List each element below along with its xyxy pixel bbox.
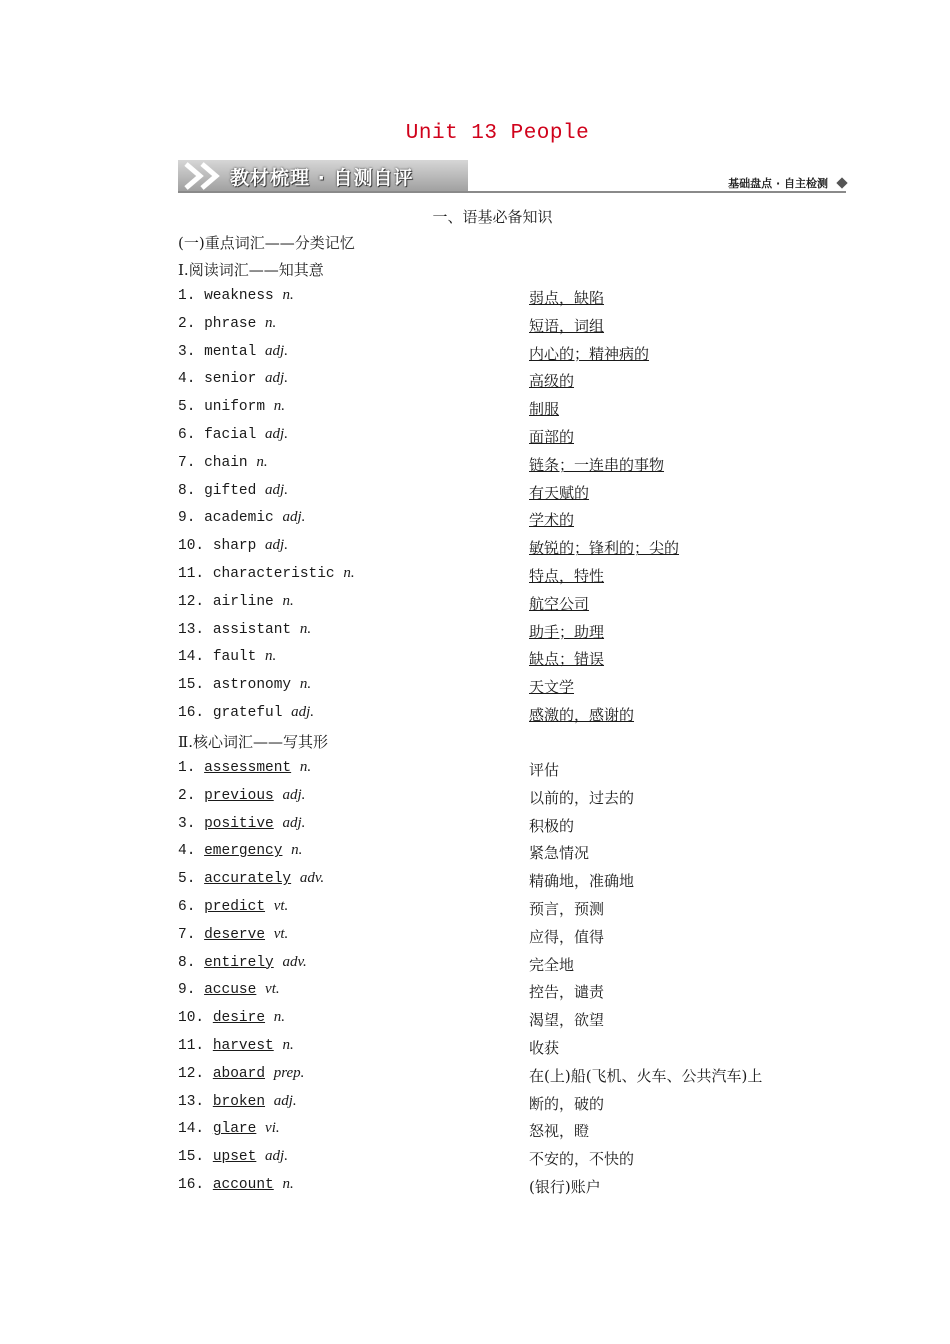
vocab-english [178, 870, 324, 887]
vocab-meaning: 学术的 [529, 511, 575, 530]
vocab-number: 12. [178, 593, 205, 610]
vocab-english [178, 482, 288, 499]
vocab-meaning: 高级的 [529, 372, 575, 391]
part-of-speech: n. [265, 314, 277, 331]
vocab-row [178, 926, 858, 950]
vocab-number: 2. [178, 315, 196, 332]
vocab-row [178, 759, 858, 783]
banner-title: 教材梳理 · 自测自评 [230, 167, 414, 189]
vocab-meaning: (银行)账户 [529, 1178, 601, 1196]
part-of-speech: n. [273, 1009, 285, 1026]
part-of-speech: n. [282, 592, 294, 609]
vocab-word: account [212, 1177, 274, 1193]
vocab-english [178, 370, 288, 387]
vocab-english [178, 537, 288, 554]
vocab-meaning: 链条；一连串的事物 [529, 455, 665, 474]
vocab-word: previous [204, 787, 274, 804]
part-of-speech: vt. [273, 898, 289, 914]
vocab-word: broken [212, 1093, 266, 1110]
part-of-speech: adj. [273, 1092, 297, 1109]
vocab-row [178, 898, 858, 922]
part-of-speech: vt. [273, 925, 289, 942]
vocab-row [178, 1037, 858, 1061]
vocab-english [178, 954, 307, 971]
vocab-english [178, 1065, 304, 1082]
vocab-english [178, 676, 311, 693]
part-of-speech: adj. [265, 1148, 288, 1165]
vocab-row [178, 343, 858, 367]
vocab-english [178, 842, 302, 859]
vocab-meaning: 短语，词组 [529, 316, 605, 335]
part-of-speech: vt. [265, 981, 280, 998]
vocab-row [178, 426, 858, 450]
vocab-english [178, 787, 305, 804]
part-of-speech: n. [299, 759, 312, 775]
vocab-english [178, 981, 280, 998]
vocab-row [178, 815, 858, 839]
vocab-meaning: 积极的 [529, 816, 575, 835]
vocab-english [178, 343, 288, 360]
banner-rule [178, 191, 846, 193]
vocab-number: 8. [178, 482, 196, 499]
part-of-speech: adj. [282, 814, 306, 831]
vocab-row [178, 315, 858, 339]
vocab-row [178, 1009, 858, 1033]
vocab-word: positive [204, 815, 274, 832]
vocab-number: 11. [178, 566, 205, 582]
vocab-meaning: 在(上)船(飞机、火车、公共汽车)上 [529, 1066, 763, 1085]
vocab-meaning: 弱点，缺陷 [529, 289, 605, 307]
vocab-number: 5. [178, 871, 196, 888]
vocab-word: accurately [204, 871, 292, 888]
vocab-number: 13. [178, 621, 205, 638]
vocab-row [178, 1176, 858, 1200]
vocab-english [178, 509, 305, 526]
vocab-english [178, 426, 288, 443]
vocab-meaning: 怒视，瞪 [529, 1122, 590, 1141]
vocab-number: 1. [178, 288, 196, 304]
vocab-meaning: 评估 [529, 761, 560, 779]
section-heading: 一、语基必备知识 [432, 208, 553, 226]
vocab-meaning: 控告，谴责 [529, 983, 605, 1002]
vocab-row [178, 621, 858, 645]
part-of-speech: n. [299, 620, 312, 637]
vocab-english [178, 398, 285, 415]
vocab-number: 5. [178, 399, 196, 416]
vocab-word: assessment [204, 760, 292, 776]
vocab-meaning: 断的，破的 [529, 1094, 605, 1113]
part-of-speech: prep. [273, 1064, 305, 1081]
vocab-english [178, 1120, 280, 1137]
chevron-right-icon [198, 162, 222, 190]
vocab-word: predict [204, 899, 266, 915]
vocab-word: entirely [204, 954, 274, 971]
subheading: (一)重点词汇——分类记忆 [178, 234, 355, 252]
vocab-word: deserve [204, 926, 266, 943]
vocab-word: uniform [204, 399, 266, 416]
part-of-speech: n. [343, 565, 355, 581]
vocab-english [178, 1009, 285, 1026]
banner-subtitle: 基础盘点 · 自主检测 [728, 177, 828, 190]
vocab-meaning: 面部的 [529, 428, 575, 446]
vocab-meaning: 精确地，准确地 [529, 872, 635, 891]
vocab-meaning: 收获 [529, 1039, 560, 1057]
vocab-word: harvest [212, 1038, 274, 1054]
part-of-speech: n. [256, 453, 268, 470]
vocab-row [178, 787, 858, 811]
part-of-speech: adj. [265, 481, 288, 498]
vocab-word: assistant [212, 621, 292, 638]
vocab-meaning: 感激的，感谢的 [529, 706, 635, 724]
vocab-english [178, 815, 305, 832]
vocab-row [178, 842, 858, 866]
part-of-speech: n. [282, 287, 294, 303]
vocab-row [178, 1065, 858, 1089]
vocab-english [178, 315, 276, 332]
part-of-speech: n. [265, 648, 277, 665]
vocab-row [178, 1148, 858, 1172]
vocab-meaning: 以前的，过去的 [529, 788, 635, 807]
vocab-row [178, 287, 858, 311]
vocab-number: 10. [178, 538, 205, 555]
vocab-word: weakness [204, 288, 274, 304]
vocab-number: 7. [178, 454, 196, 471]
vocab-english [178, 648, 276, 665]
vocab-meaning: 敏锐的；锋利的；尖的 [529, 539, 680, 558]
vocab-english [178, 759, 311, 776]
vocab-word: desire [212, 1010, 266, 1027]
vocab-row [178, 537, 858, 561]
vocab-word: airline [212, 593, 274, 610]
vocab-word: phrase [204, 315, 257, 332]
vocab-meaning: 内心的；精神病的 [529, 344, 650, 363]
vocab-number: 9. [178, 510, 196, 527]
vocab-meaning: 天文学 [529, 678, 575, 697]
vocab-meaning: 不安的，不快的 [529, 1150, 635, 1169]
vocab-word: upset [212, 1149, 257, 1166]
part-of-speech: adj. [282, 786, 306, 803]
vocab-number: 13. [178, 1093, 205, 1110]
vocab-number: 10. [178, 1010, 205, 1027]
part-of-speech: n. [291, 842, 303, 859]
vocab-english [178, 593, 294, 610]
vocab-english [178, 1037, 294, 1054]
vocab-word: glare [212, 1121, 257, 1138]
vocab-number: 4. [178, 843, 196, 860]
vocab-number: 9. [178, 982, 196, 999]
vocab-meaning: 完全地 [529, 955, 575, 974]
vocab-number: 12. [178, 1065, 205, 1082]
vocab-number: 16. [178, 1177, 205, 1193]
vocab-meaning: 预言，预测 [529, 900, 605, 918]
vocab-number: 8. [178, 954, 196, 971]
part1-heading: Ⅰ.阅读词汇——知其意 [178, 261, 324, 279]
vocab-english [178, 621, 311, 638]
vocab-word: characteristic [212, 566, 335, 582]
vocab-english [178, 926, 288, 943]
part2-heading: Ⅱ.核心词汇——写其形 [178, 733, 328, 751]
part-of-speech: n. [299, 676, 312, 693]
part-of-speech: adj. [265, 342, 288, 359]
vocab-english [178, 454, 268, 471]
vocab-word: chain [204, 454, 248, 471]
vocab-word: gifted [204, 482, 257, 499]
vocab-meaning: 应得，值得 [529, 927, 605, 946]
vocab-row [178, 954, 858, 978]
vocab-number: 15. [178, 677, 205, 694]
vocab-meaning: 紧急情况 [529, 844, 590, 863]
part-of-speech: adv. [299, 870, 325, 887]
vocab-word: academic [204, 510, 274, 527]
vocab-meaning: 缺点；错误 [529, 650, 605, 669]
vocab-word: mental [204, 343, 257, 360]
vocab-english [178, 704, 314, 721]
vocab-english [178, 1176, 294, 1193]
diamond-icon [836, 177, 847, 188]
vocab-english [178, 565, 355, 582]
part-of-speech: n. [282, 1037, 294, 1053]
vocab-meaning: 制服 [529, 400, 560, 419]
vocab-meaning: 有天赋的 [529, 483, 590, 502]
vocab-number: 7. [178, 926, 196, 943]
vocab-row [178, 565, 858, 589]
vocab-word: facial [204, 427, 257, 443]
vocab-number: 6. [178, 427, 196, 443]
part-of-speech: adv. [282, 953, 307, 970]
vocab-number: 11. [178, 1038, 205, 1054]
part-of-speech: adj. [265, 426, 288, 442]
vocab-number: 14. [178, 1121, 205, 1138]
vocab-number: 4. [178, 371, 196, 388]
vocab-number: 16. [178, 705, 205, 721]
part-of-speech: vi. [265, 1120, 280, 1137]
vocab-word: fault [212, 649, 257, 666]
vocab-row [178, 870, 858, 894]
vocab-meaning: 特点，特性 [529, 567, 605, 585]
part-of-speech: adj. [291, 704, 315, 720]
vocab-number: 14. [178, 649, 205, 666]
vocab-number: 15. [178, 1149, 205, 1166]
vocab-number: 1. [178, 760, 196, 776]
vocab-row [178, 509, 858, 533]
vocab-word: emergency [204, 843, 283, 860]
vocab-row [178, 370, 858, 394]
vocab-row [178, 676, 858, 700]
vocab-row [178, 454, 858, 478]
vocab-row [178, 482, 858, 506]
vocab-number: 6. [178, 899, 196, 915]
vocab-english [178, 1148, 288, 1165]
vocab-meaning: 助手；助理 [529, 622, 605, 641]
vocab-row [178, 1093, 858, 1117]
vocab-row [178, 1120, 858, 1144]
vocab-english [178, 287, 294, 304]
vocab-number: 3. [178, 815, 196, 832]
vocab-row [178, 704, 858, 728]
page-title: Unit 13 People [405, 122, 590, 145]
vocab-word: aboard [212, 1065, 266, 1082]
vocab-english [178, 1093, 297, 1110]
part-of-speech: adj. [265, 370, 288, 387]
vocab-word: astronomy [212, 677, 292, 694]
vocab-word: senior [204, 371, 257, 388]
vocab-word: grateful [212, 705, 283, 721]
vocab-english [178, 898, 288, 915]
part-of-speech: adj. [265, 537, 288, 554]
vocab-row [178, 593, 858, 617]
part-of-speech: adj. [282, 509, 306, 526]
vocab-word: sharp [212, 538, 257, 555]
part-of-speech: n. [282, 1176, 294, 1192]
vocab-number: 3. [178, 343, 196, 360]
vocab-word: accuse [204, 982, 257, 999]
vocab-row [178, 648, 858, 672]
vocab-row [178, 398, 858, 422]
vocab-row [178, 981, 858, 1005]
vocab-number: 2. [178, 787, 196, 804]
vocab-meaning: 渴望，欲望 [529, 1011, 605, 1030]
part-of-speech: n. [273, 398, 285, 415]
section-banner [178, 160, 848, 194]
vocab-meaning: 航空公司 [529, 594, 590, 613]
